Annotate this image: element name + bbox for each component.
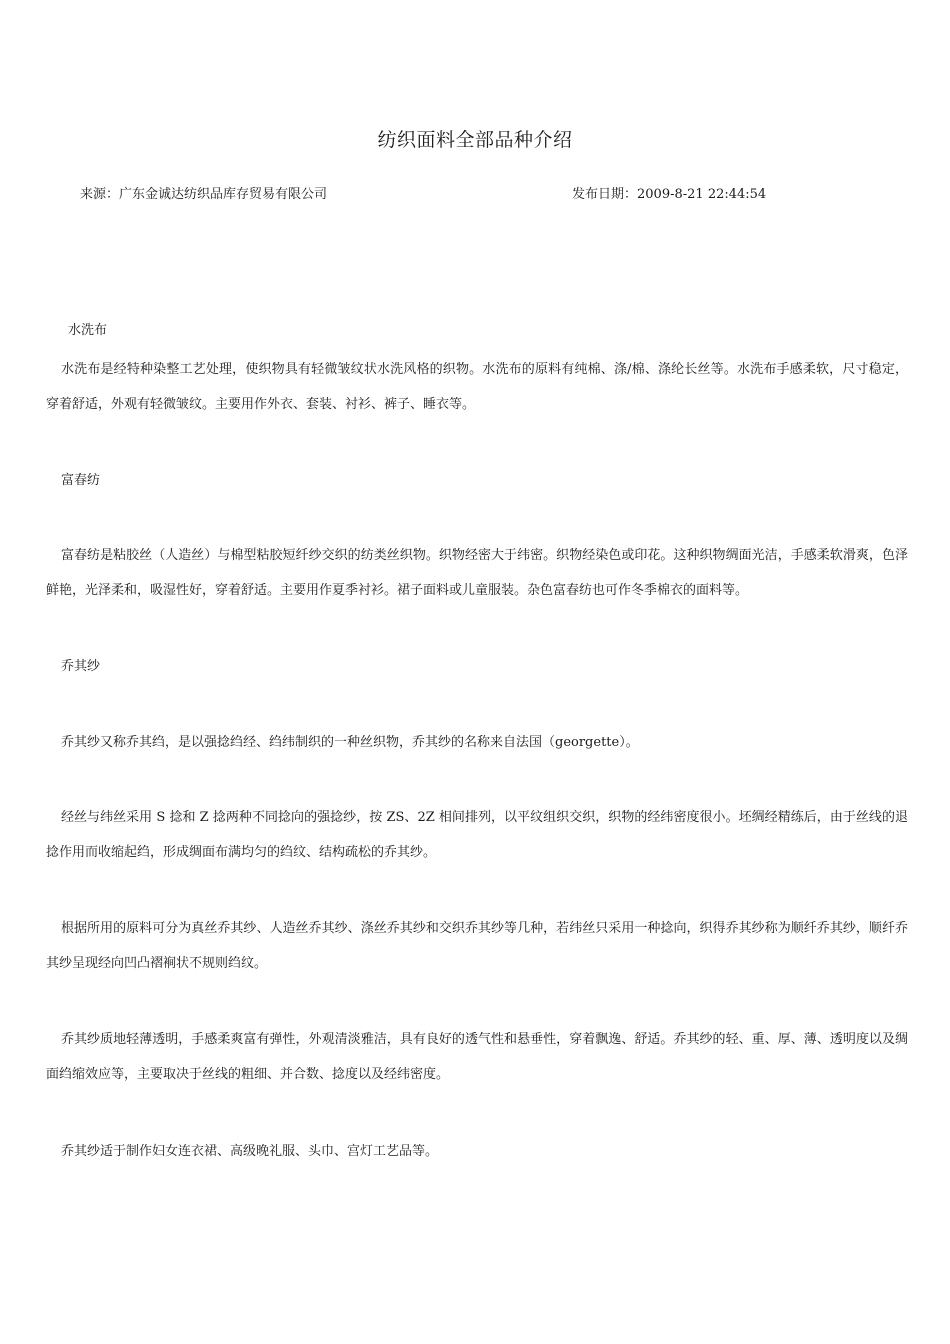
document-title: 纺织面料全部品种介绍 [377, 129, 573, 151]
section-heading-georgette: 乔其纱 [61, 659, 101, 674]
paragraph-georgette-2: 经丝与纬丝采用 S 捻和 Z 捻两种不同捻向的强捻纱，按 ZS、2Z 相间排列，以平纹组织交织，织物的经纬密度很小。坯绸经精练后，由于丝线的退捻作用而收缩起绉，形成绸面布满均匀的绉纹、结构疏松的乔其纱。 [46, 810, 908, 860]
paragraph-fuchun: 富春纺是粘胶丝（人造丝）与棉型粘胶短纤纱交织的纺类丝织物。织物经密大于纬密。织物经染色或印花。这种织物绸面光洁，手感柔软滑爽，色泽鲜艳，光泽柔和，吸湿性好，穿着舒适。主要用作夏季衬衫。裙子面料或儿童服装。杂色富春纺也可作冬季棉衣的面料等。 [46, 548, 908, 598]
publish-date: 发布日期：2009-8-21 22:44:54 [572, 187, 767, 202]
paragraph-georgette-3: 根据所用的原料可分为真丝乔其纱、人造丝乔其纱、涤丝乔其纱和交织乔其纱等几种，若纬丝只采用一种捻向，织得乔其纱称为顺纤乔其纱，顺纤乔其纱呈现经向凹凸褶裥状不规则绉纹。 [46, 921, 908, 971]
section-heading-fuchun: 富春纺 [61, 473, 101, 488]
source-line: 来源：广东金诚达纺织品库存贸易有限公司 [80, 187, 328, 202]
paragraph-georgette-1: 乔其纱又称乔其绉，是以强捻绉经、绉纬制织的一种丝织物，乔其纱的名称来自法国（georgette）。 [61, 735, 639, 750]
paragraph-georgette-5: 乔其纱适于制作妇女连衣裙、高级晚礼服、头巾、宫灯工艺品等。 [61, 1144, 439, 1159]
section-heading-washed-cloth: 水洗布 [68, 323, 108, 338]
paragraph-washed-cloth: 水洗布是经特种染整工艺处理，使织物具有轻微皱纹状水洗风格的织物。水洗布的原料有纯棉、涤/棉、涤纶长丝等。水洗布手感柔软，尺寸稳定，穿着舒适，外观有轻微皱纹。主要用作外衣、套装、衬衫、裤子、睡衣等。 [46, 362, 908, 412]
paragraph-georgette-4: 乔其纱质地轻薄透明，手感柔爽富有弹性，外观清淡雅洁，具有良好的透气性和悬垂性，穿着飘逸、舒适。乔其纱的轻、重、厚、薄、透明度以及绸面绉缩效应等，主要取决于丝线的粗细、并合数、捻度以及经纬密度。 [46, 1032, 908, 1082]
